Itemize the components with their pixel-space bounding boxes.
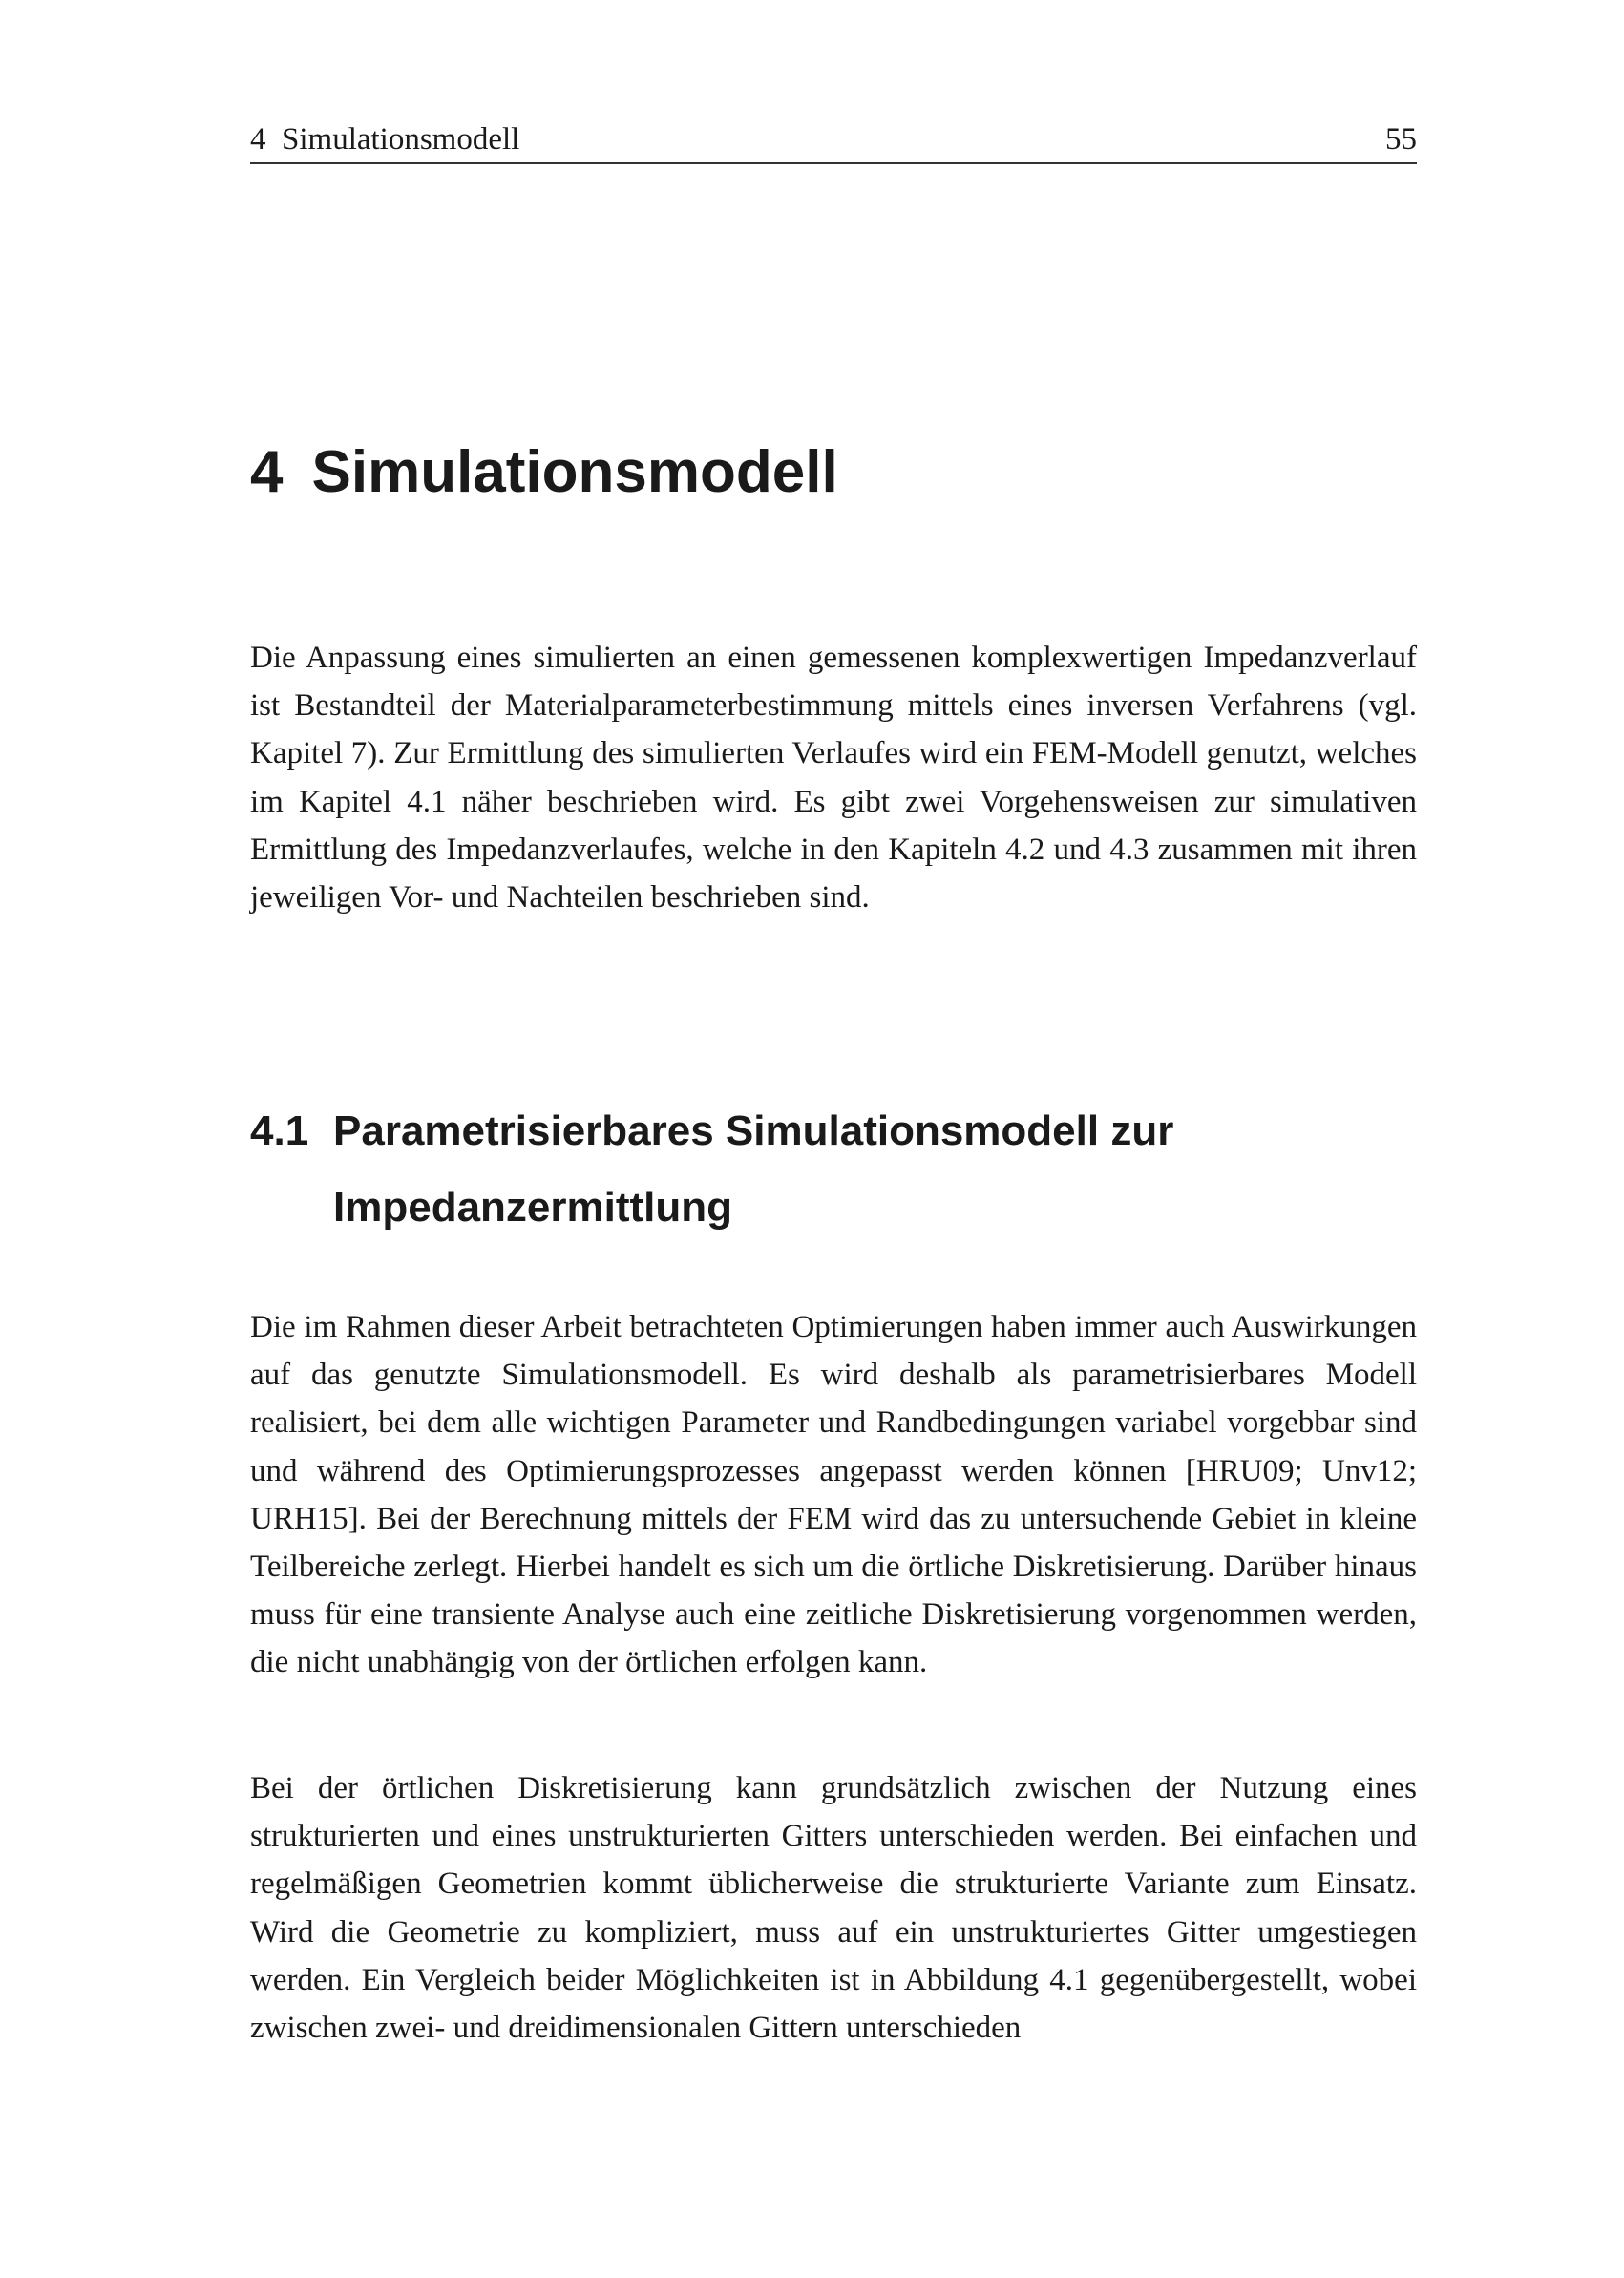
chapter-number: 4 xyxy=(250,439,284,505)
running-header xyxy=(250,116,1417,164)
document-page xyxy=(250,0,1417,2278)
chapter-title-text: Simulationsmodell xyxy=(311,439,838,505)
section-title-text: Parametrisierbares Simulationsmodell zur Impedanzermittlung xyxy=(333,1107,1174,1231)
chapter-heading xyxy=(250,434,838,511)
header-page-number: 55 xyxy=(1385,122,1417,157)
section-number: 4.1 xyxy=(250,1107,309,1154)
body-paragraph-1: Die im Rahmen dieser Arbeit betrachteten Optimierungen haben immer auch Auswirkungen auf das genutzte Simulationsmodell. Es wird deshalb als parametrisierbares Modell realisiert, bei dem alle wichtigen Parameter und Randbedingungen variabel vorgebbar sind und während des Optimierungsprozesses angepasst werden können [HRU09; Unv12; URH15]. Bei der Berechnung mittels der FEM wird das zu untersuchende Gebiet in kleine Teilbereiche zerlegt. Hierbei handelt es sich um die örtliche Diskretisierung. Darüber hinaus muss für eine transiente Analyse auch eine zeitliche Diskretisierung vorgenommen werden, die nicht unabhängig von der örtlichen erfolgen kann. xyxy=(250,1310,1417,1680)
intro-paragraph: Die Anpassung eines simulierten an einen gemessenen komplexwertigen Impedanzverlauf ist Bestandteil der Materialparameterbestimmung mittels eines inversen Verfahrens (vgl. Kapitel 7). Zur Ermittlung des simulierten Verlaufes wird ein FEM-Modell genutzt, welches im Kapitel 4.1 näher beschrieben wird. Es gibt zwei Vorgehensweisen zur simulativen Ermittlung des Impedanzverlaufes, welche in den Kapiteln 4.2 und 4.3 zusammen mit ihren jeweiligen Vor- und Nachteilen beschrieben sind. xyxy=(250,641,1417,916)
body-paragraph-2: Bei der örtlichen Diskretisierung kann grundsätzlich zwischen der Nutzung eines strukturierten und eines unstrukturierten Gitters unterschieden werden. Bei einfachen und regelmäßigen Geometrien kommt üblicherweise die strukturierte Variante zum Einsatz. Wird die Geometrie zu kompliziert, muss auf ein unstrukturiertes Gitter umgestiegen werden. Ein Vergleich beider Möglichkeiten ist in Abbildung 4.1 gegenübergestellt, wobei zwischen zwei- und dreidimensionalen Gittern unterschieden xyxy=(250,1771,1417,2046)
section-heading xyxy=(250,1093,1417,1246)
header-chapter-label: 4 Simulationsmodell xyxy=(250,122,520,157)
